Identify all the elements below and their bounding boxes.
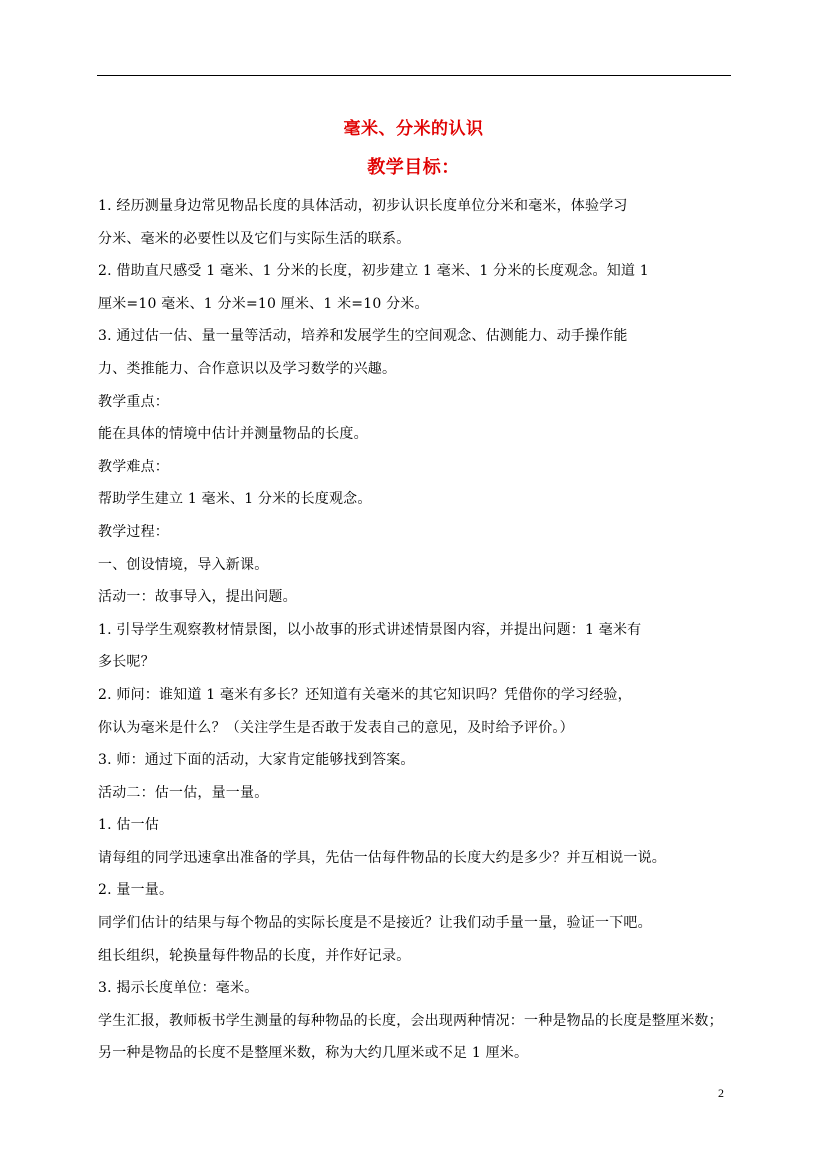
text-line: 2. 师问：谁知道 1 毫米有多长？还知道有关毫米的其它知识吗？凭借你的学习经验，	[98, 686, 632, 703]
text-line: 活动一：故事导入，提出问题。	[98, 589, 297, 606]
text-line: 1. 引导学生观察教材情景图，以小故事的形式讲述情景图内容，并提出问题：1 毫米有	[98, 621, 642, 638]
text-line: 教学过程：	[98, 523, 169, 540]
document-body	[98, 190, 738, 1070]
text-line: 请每组的同学迅速拿出准备的学具，先估一估每件物品的长度大约是多少？并互相说一说。	[98, 849, 666, 866]
page-number: 2	[718, 1086, 724, 1100]
text-line: 2. 借助直尺感受 1 毫米、1 分米的长度，初步建立 1 毫米、1 分米的长度观念。知道 1	[98, 263, 649, 280]
text-line: 一、创设情境，导入新课。	[98, 556, 269, 573]
text-line: 帮助学生建立 1 毫米、1 分米的长度观念。	[98, 491, 372, 508]
header-rule	[97, 75, 731, 76]
text-line: 同学们估计的结果与每个物品的实际长度是不是接近？让我们动手量一量，验证一下吧。	[98, 915, 652, 932]
text-line: 1. 经历测量身边常见物品长度的具体活动，初步认识长度单位分米和毫米，体验学习	[98, 198, 628, 214]
text-line: 活动二：估一估，量一量。	[98, 784, 269, 801]
section-heading: 教学目标：	[367, 157, 460, 178]
text-line: 分米、毫米的必要性以及它们与实际生活的联系。	[98, 230, 411, 247]
text-line: 学生汇报，教师板书学生测量的每种物品的长度，会出现两种情况：一种是物品的长度是整厘米数；	[98, 1012, 723, 1029]
text-line: 教学重点：	[98, 393, 169, 410]
text-line: 厘米=10 毫米、1 分米=10 厘米、1 米=10 分米。	[98, 295, 429, 312]
text-line: 3. 通过估一估、量一量等活动，培养和发展学生的空间观念、估测能力、动手操作能	[98, 328, 628, 345]
text-line: 3. 师：通过下面的活动，大家肯定能够找到答案。	[98, 752, 415, 769]
text-line: 教学难点：	[98, 458, 169, 475]
text-line: 能在具体的情境中估计并测量物品的长度。	[98, 426, 368, 443]
text-line: 2. 量一量。	[98, 882, 174, 899]
text-line: 1. 估一估	[98, 817, 160, 834]
text-line: 多长呢？	[98, 654, 155, 671]
text-line: 3. 揭示长度单位：毫米。	[98, 980, 259, 997]
text-line: 另一种是物品的长度不是整厘米数，称为大约几厘米或不足 1 厘米。	[98, 1045, 529, 1062]
text-line: 组长组织，轮换量每件物品的长度，并作好记录。	[98, 947, 411, 964]
document-title: 毫米、分米的认识	[343, 119, 484, 139]
text-line: 你认为毫米是什么？（关注学生是否敢于发表自己的意见，及时给予评价。）	[98, 719, 574, 736]
text-line: 力、类推能力、合作意识以及学习数学的兴趣。	[98, 360, 397, 377]
